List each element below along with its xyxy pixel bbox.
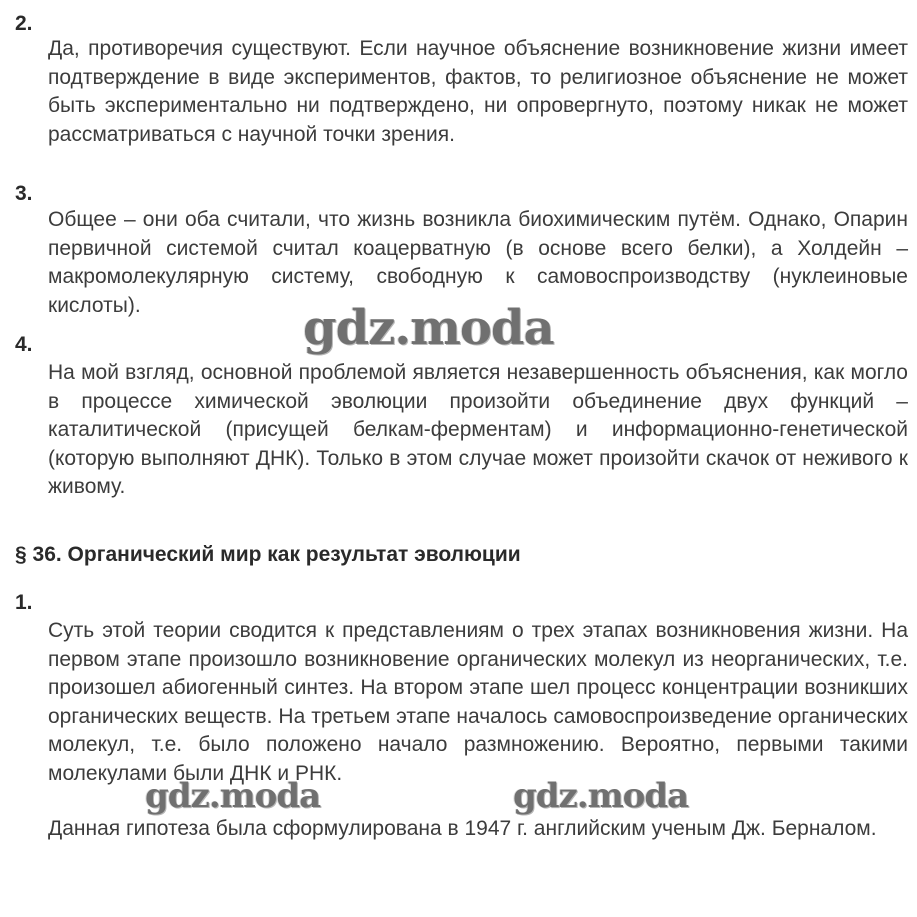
answer-2-text: Да, противоречия существуют. Если научное объяснение возникновение жизни имеет подтверждение в виде экспериментов, фактов, то религиозное объяснение не может быть экспериментально ни подтверждено, ни опровергнуто, поэтому никак не может рассматриваться с научной точки зрения. [48,37,908,146]
section-heading: § 36. Органический мир как результат эволюции [15,543,521,566]
watermark: gdz.moda [513,776,689,816]
answer-2-number: 2. [15,12,33,35]
answer-3-number: 3. [15,182,33,205]
answer-4-number: 4. [15,333,33,356]
section-answer-1-text-continued: Данная гипотеза была сформулирована в 1947 г. английским ученым Дж. Берналом. [48,817,877,840]
answer-4-text: На мой взгляд, основной проблемой является незавершенность объяснения, как могло в процессе химической эволюции произойти объединение двух функций – каталитической (присущей белкам-ферментам) и информационно-генетической (которую выполняют ДНК). Только в этом случае может произойти скачок от неживого к живому. [48,361,908,499]
section-answer-1-number: 1. [15,591,33,614]
section-answer-1-text: Суть этой теории сводится к представлениям о трех этапах возникновения жизни. На первом этапе произошло возникновение органических молекул из неорганических, т.е. произошел абиогенный синтез. На втором этапе шел процесс концентрации возникших органических веществ. На третьем этапе началось самовоспроизведение органических молекул, т.е. было положено начало размножению. Вероятно, первыми такими молекулами были ДНК и РНК. [48,619,908,785]
answer-3-text: Общее – они оба считали, что жизнь возникла биохимическим путём. Однако, Опарин первичной системой считал коацерватную (в основе всего белки), а Холдейн – макромолекулярную систему, свободную к самовоспроизводству (нуклеиновые кислоты). [48,208,908,317]
watermark: gdz.moda [303,300,554,356]
watermark: gdz.moda [145,776,321,816]
